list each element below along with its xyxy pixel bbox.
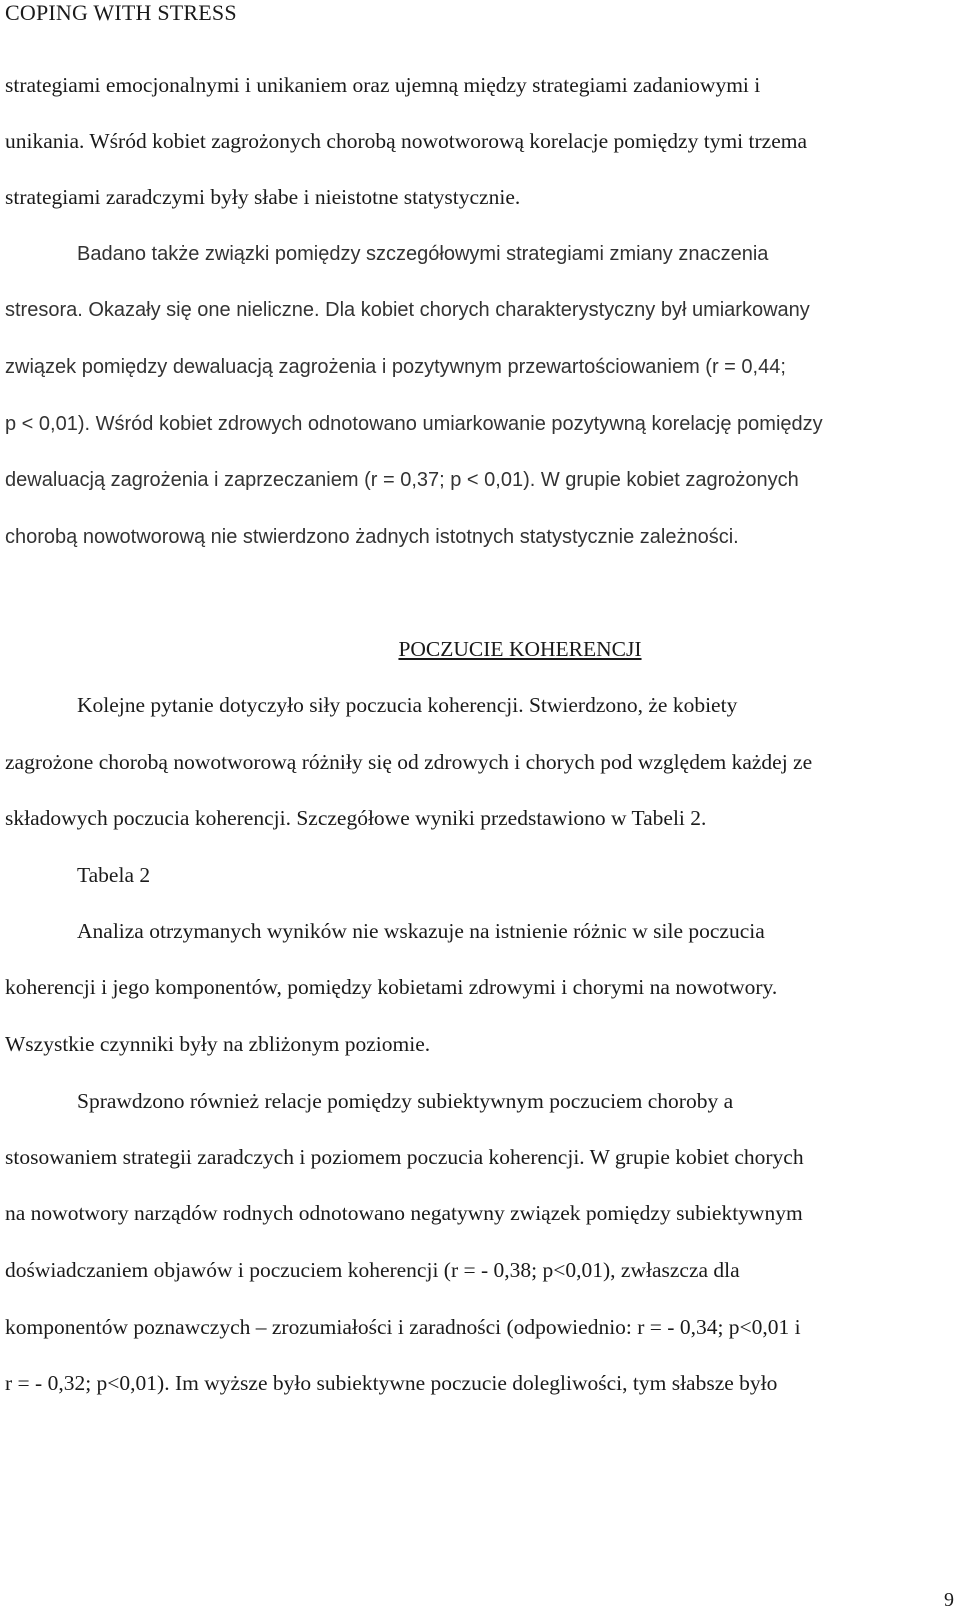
page-number: 9 [944,1589,954,1611]
body-line: unikania. Wśród kobiet zagrożonych chorobą nowotworową korelacje pomiędzy tymi trzema [5,129,807,153]
body-line: Analiza otrzymanych wyników nie wskazuje na istnienie różnic w sile poczucia [77,919,765,943]
body-line: p < 0,01). Wśród kobiet zdrowych odnotowano umiarkowanie pozytywną korelację pomiędzy [5,413,823,435]
body-line: koherencji i jego komponentów, pomiędzy kobietami zdrowymi i chorymi na nowotwory. [5,975,778,999]
body-line: doświadczaniem objawów i poczuciem koherencji (r = - 0,38; p<0,01), zwłaszcza dla [5,1258,740,1282]
section-heading: POCZUCIE KOHERENCJI [398,637,642,661]
body-line: stresora. Okazały się one nieliczne. Dla kobiet chorych charakterystyczny był umiarkowany [5,299,810,321]
table-caption: Tabela 2 [77,863,151,887]
body-line: r = - 0,32; p<0,01). Im wyższe było subiektywne poczucie dolegliwości, tym słabsze było [5,1371,778,1395]
body-line: na nowotwory narządów rodnych odnotowano negatywny związek pomiędzy subiektywnym [5,1201,803,1225]
body-line: zagrożone chorobą nowotworową różniły się od zdrowych i chorych pod względem każdej ze [5,750,813,774]
body-line: komponentów poznawczych – zrozumiałości i zaradności (odpowiednio: r = - 0,34; p<0,01 i [5,1315,801,1339]
body-line: związek pomiędzy dewaluacją zagrożenia i pozytywnym przewartościowaniem (r = 0,44; [5,356,786,378]
body-line: chorobą nowotworową nie stwierdzono żadnych istotnych statystycznie zależności. [5,526,739,548]
body-line: strategiami emocjonalnymi i unikaniem oraz ujemną między strategiami zadaniowymi i [5,73,761,97]
body-line: Badano także związki pomiędzy szczegółowymi strategiami zmiany znaczenia [77,243,769,265]
body-line: Sprawdzono również relacje pomiędzy subiektywnym poczuciem choroby a [77,1089,734,1113]
body-line: strategiami zaradczymi były słabe i nieistotne statystycznie. [5,185,521,209]
body-line: składowych poczucia koherencji. Szczegółowe wyniki przedstawiono w Tabeli 2. [5,806,707,830]
running-header: COPING WITH STRESS [5,0,237,25]
body-line: dewaluacją zagrożenia i zaprzeczaniem (r = 0,37; p < 0,01). W grupie kobiet zagrożonych [5,469,799,491]
body-line: Wszystkie czynniki były na zbliżonym poziomie. [5,1032,431,1056]
body-line: stosowaniem strategii zaradczych i poziomem poczucia koherencji. W grupie kobiet chorych [5,1145,804,1169]
body-line: Kolejne pytanie dotyczyło siły poczucia koherencji. Stwierdzono, że kobiety [77,693,738,717]
